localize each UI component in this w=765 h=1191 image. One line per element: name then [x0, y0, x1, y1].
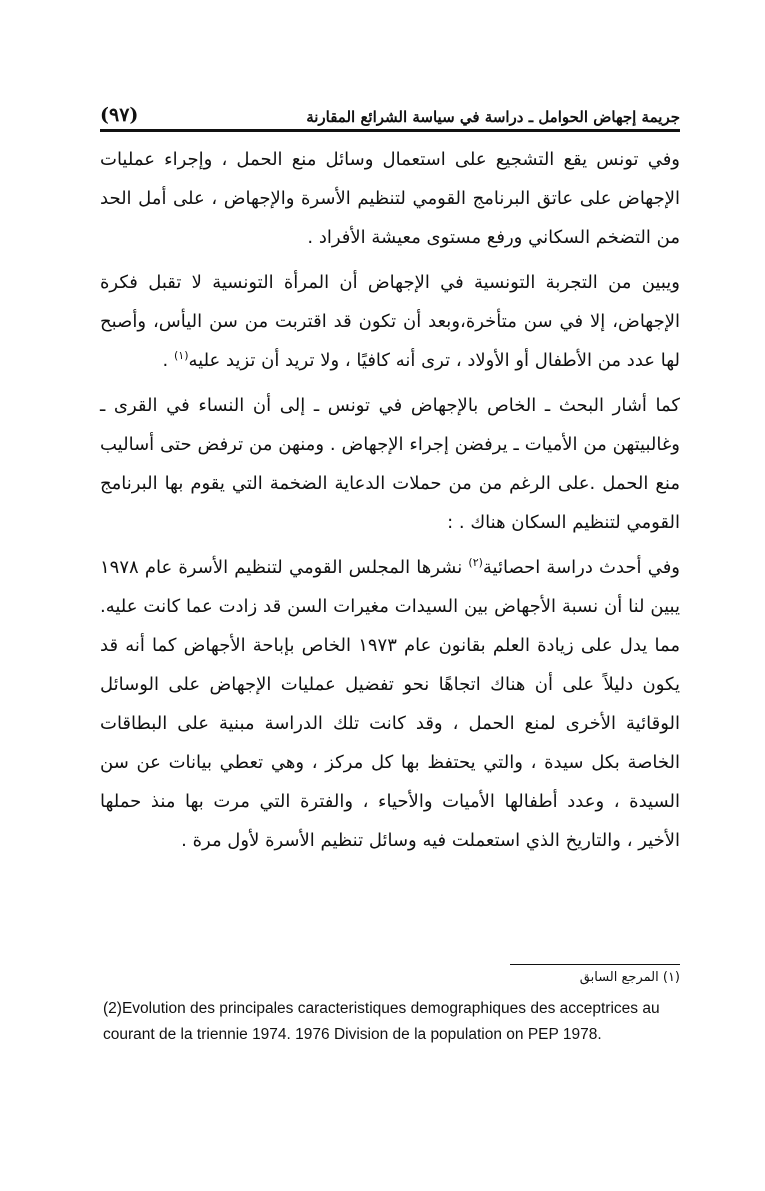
page-header: [100, 96, 680, 126]
paragraph-2: [100, 263, 680, 380]
paragraph-1: [100, 140, 680, 257]
footnote-ref-2: (٢): [468, 556, 483, 569]
page-number: (٩٧): [100, 104, 139, 126]
footnote-rule: [510, 964, 680, 965]
header-rule: [100, 129, 680, 132]
paragraph-4: [100, 548, 680, 860]
footnote-ref-1: (١): [174, 349, 189, 362]
paragraph-2-text-before: ويبين من التجربة التونسية في الإجهاض أن المرأة التونسية لا تقبل فكرة الإجهاض، إلا في سن متأخرة،وبعد أن تكون قد اقتربت من سن اليأس، وأصبح لها عدد من الأطفال أو الأولاد ، ترى أنه كافيًا ، ولا تريد أن تزيد عليه: [100, 272, 680, 371]
footnote-2: (2)Evolution des principales caracteristiques demographiques des acceptrices au courant de la triennie 1974. 1976 Division de la population on PEP 1978.: [103, 1000, 660, 1043]
paragraph-1-text: وفي تونس يقع التشجيع على استعمال وسائل منع الحمل ، وإجراء عمليات الإجهاض على عاتق البرنامج القومي لتنظيم الأسرة والإجهاض ، على أمل الحد من التضخم السكاني ورفع مستوى معيشة الأفراد .: [100, 149, 680, 248]
body-text: [100, 140, 680, 866]
paragraph-3: [100, 386, 680, 542]
paragraph-3-text: كما أشار البحث ـ الخاص بالإجهاض في تونس ـ إلى أن النساء في القرى ـ وغالبيتهن من الأميات ـ يرفضن إجراء الإجهاض . ومنهن من ترفض حتى أساليب منع الحمل .على الرغم من من حملات الدعاية الضخمة التي يقوم بها البرنامج القومي لتنظيم السكان هناك . :: [100, 395, 680, 533]
paragraph-4-text-after: نشرها المجلس القومي لتنظيم الأسرة عام ١٩٧٨ يبين لنا أن نسبة الأجهاض بين السيدات مغيرات السن قد زادت عما كانت عليه. مما يدل على زيادة العلم بقانون عام ١٩٧٣ الخاص بإباحة الأجهاض كما أنه قد يكون دليلاً على أن هناك اتجاهًا نحو تفضيل عمليات الإجهاض على الوسائل الوقائية الأخرى لمنع الحمل ، وقد كانت تلك الدراسة مبنية على البطاقات الخاصة بكل سيدة ، والتي يحتفظ بها كل مركز ، وهي تعطي بيانات عن سن السيدة ، وعدد أطفالها الأميات والأحياء ، والفترة التي مرت بها منذ حملها الأخير ، والتاريخ الذي استعملت فيه وسائل تنظيم الأسرة لأول مرة .: [100, 557, 681, 851]
footnote-1: (١) المرجع السابق: [579, 970, 680, 985]
paragraph-2-text-after: .: [162, 350, 174, 371]
paragraph-4-text-before: وفي أحدث دراسة احصائية: [482, 557, 680, 578]
running-title: جريمة إجهاض الحوامل ـ دراسة في سياسة الشرائع المقارنة: [306, 108, 680, 126]
